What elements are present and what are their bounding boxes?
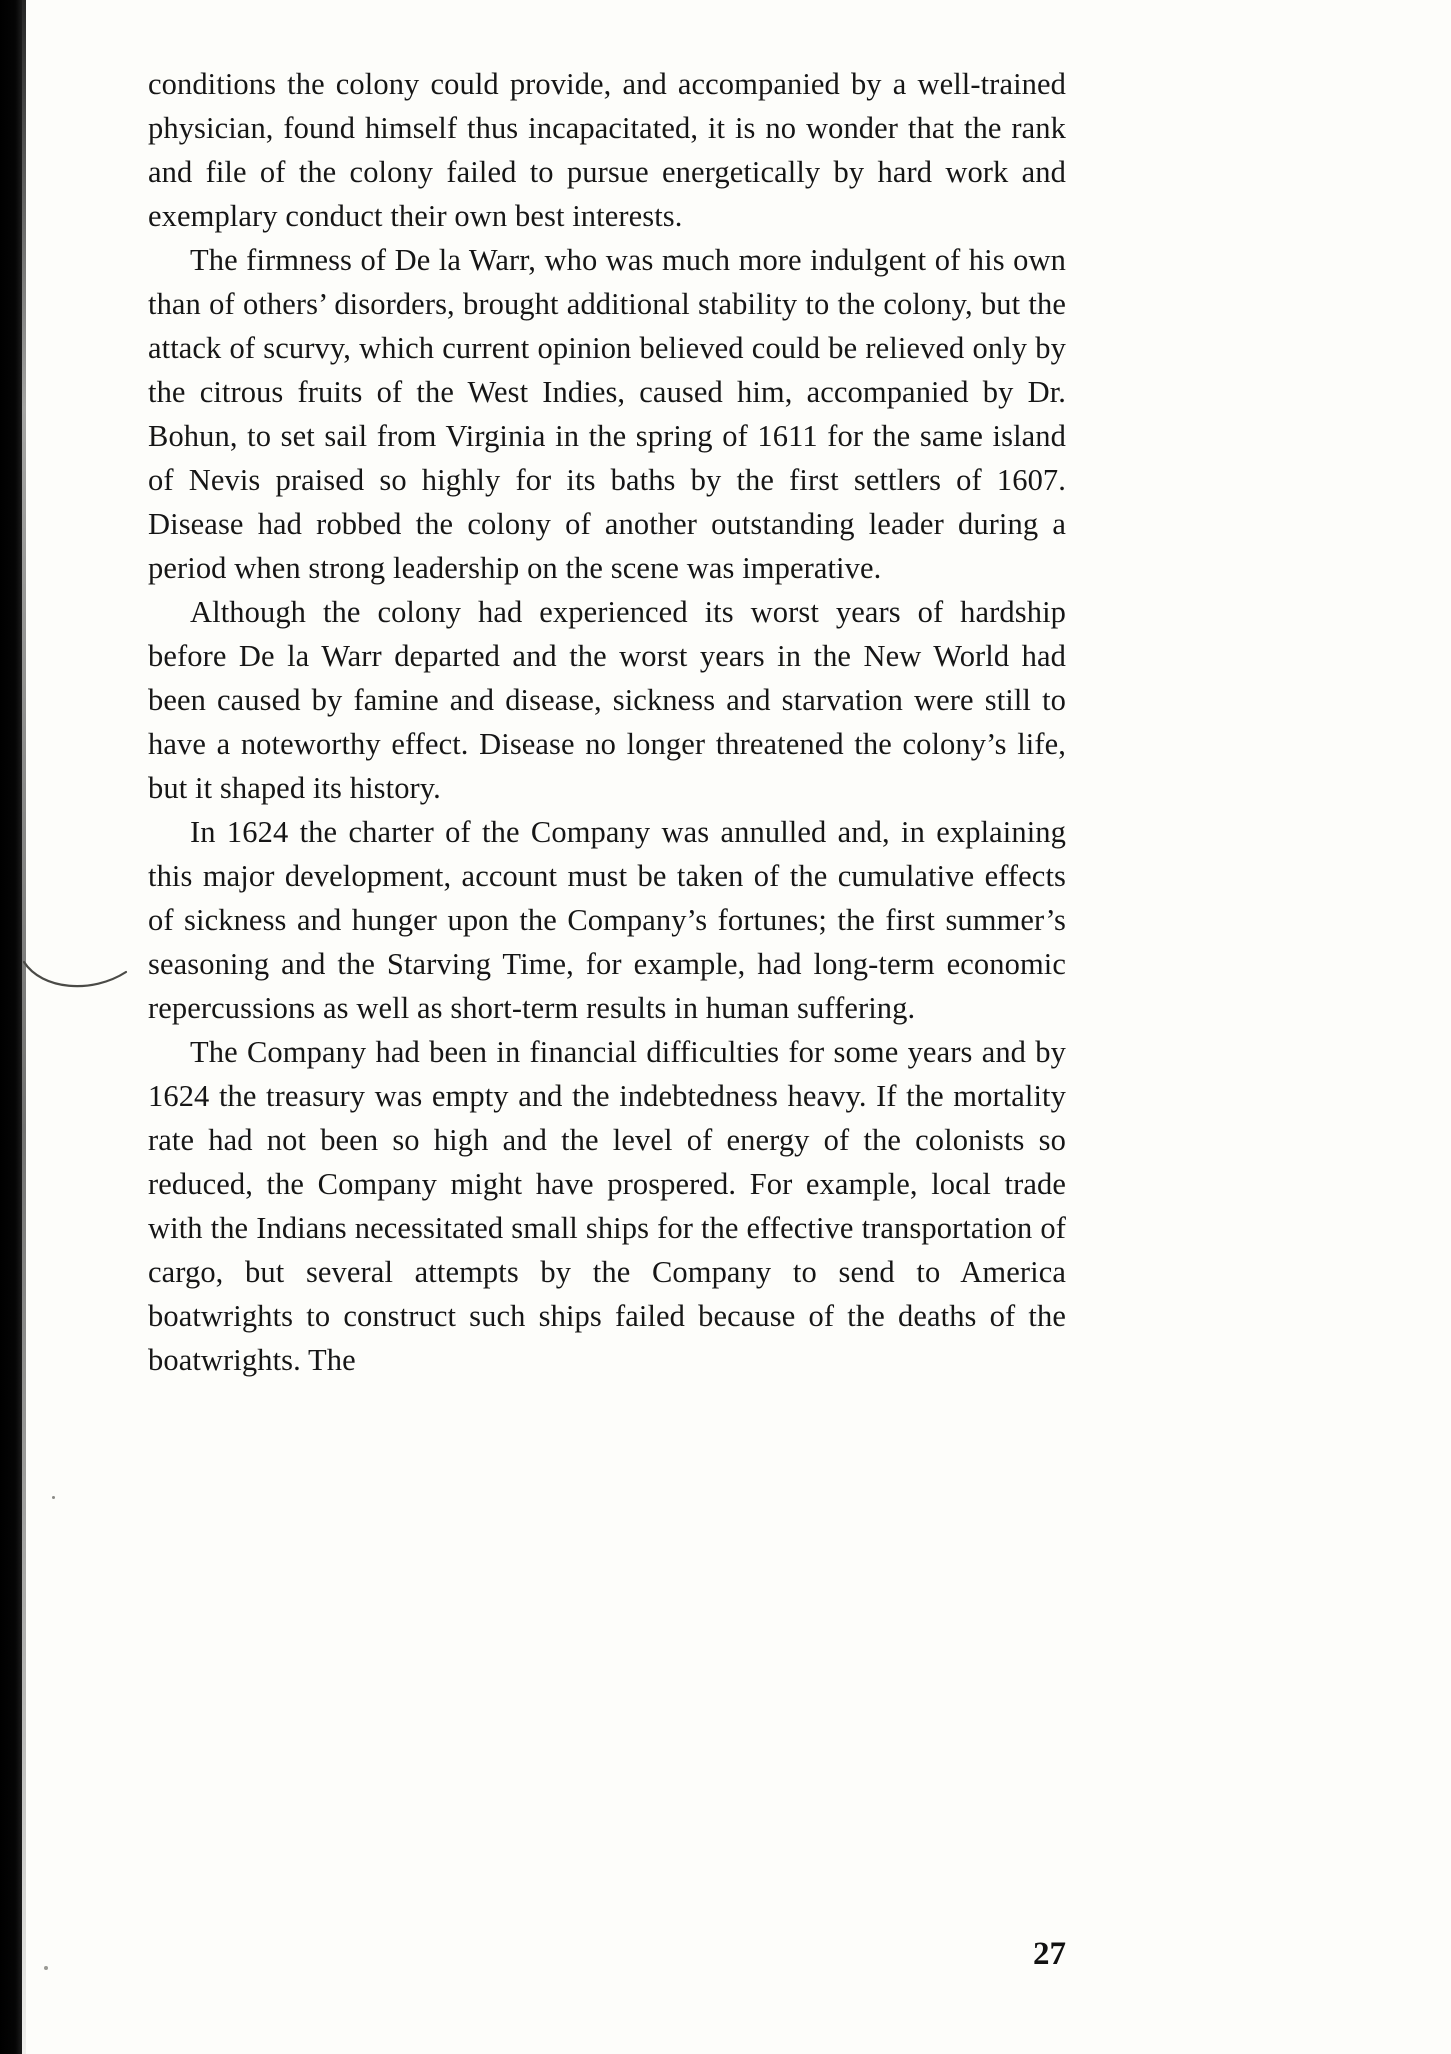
page-number: 27 (1033, 1936, 1066, 1972)
paragraph-de-la-warr: The firmness of De la Warr, who was much more indulgent of his own than of others’ disorders, brought additional stability to the colony, but the attack of scurvy, which current opinion believed could be relieved only by the citrous fruits of the West Indies, caused him, accompanied by Dr. Bohun, to set sail from Virginia in the spring of 1611 for the same island of Nevis praised so highly for its baths by the first settlers of 1607. Disease had robbed the colony of another outstanding leader during a period when strong leadership on the scene was imperative. (148, 243, 1066, 585)
scan-speck (44, 1966, 48, 1970)
paragraph-charter-annulled: In 1624 the charter of the Company was annulled and, in explaining this major development, account must be taken of the cumulative effects of sickness and hunger upon the Company’s fortunes; the first summer’s seasoning and the Starving Time, for example, had long-term economic repercussions as well as short-term results in human suffering. (148, 815, 1066, 1025)
paragraph-continuation: conditions the colony could provide, and accompanied by a well-trained physician, found himself thus incapacitated, it is no wonder that the rank and file of the colony failed to pursue energetically by hard work and exemplary conduct their own best interests. (148, 67, 1066, 233)
scan-artifact-curve (22, 948, 132, 998)
paragraph-company-difficulties: The Company had been in financial difficulties for some years and by 1624 the treasury was empty and the indebtedness heavy. If the mortality rate had not been so high and the level of energy of the colonists so reduced, the Company might have prospered. For example, local trade with the Indians necessitated small ships for the effective transportation of cargo, but several attempts by the Company to send to America boatwrights to construct such ships failed because of the deaths of the boatwrights. The (148, 1035, 1066, 1377)
scan-speck (52, 1496, 55, 1499)
scan-binding-bar (0, 0, 22, 2054)
paragraph-although-colony: Although the colony had experienced its worst years of hardship before De la Warr departed and the worst years in the New World had been caused by famine and disease, sickness and starvation were still to have a noteworthy effect. Disease no longer threatened the colony’s life, but it shaped its history. (148, 595, 1066, 805)
page-text-block (148, 62, 1066, 1382)
